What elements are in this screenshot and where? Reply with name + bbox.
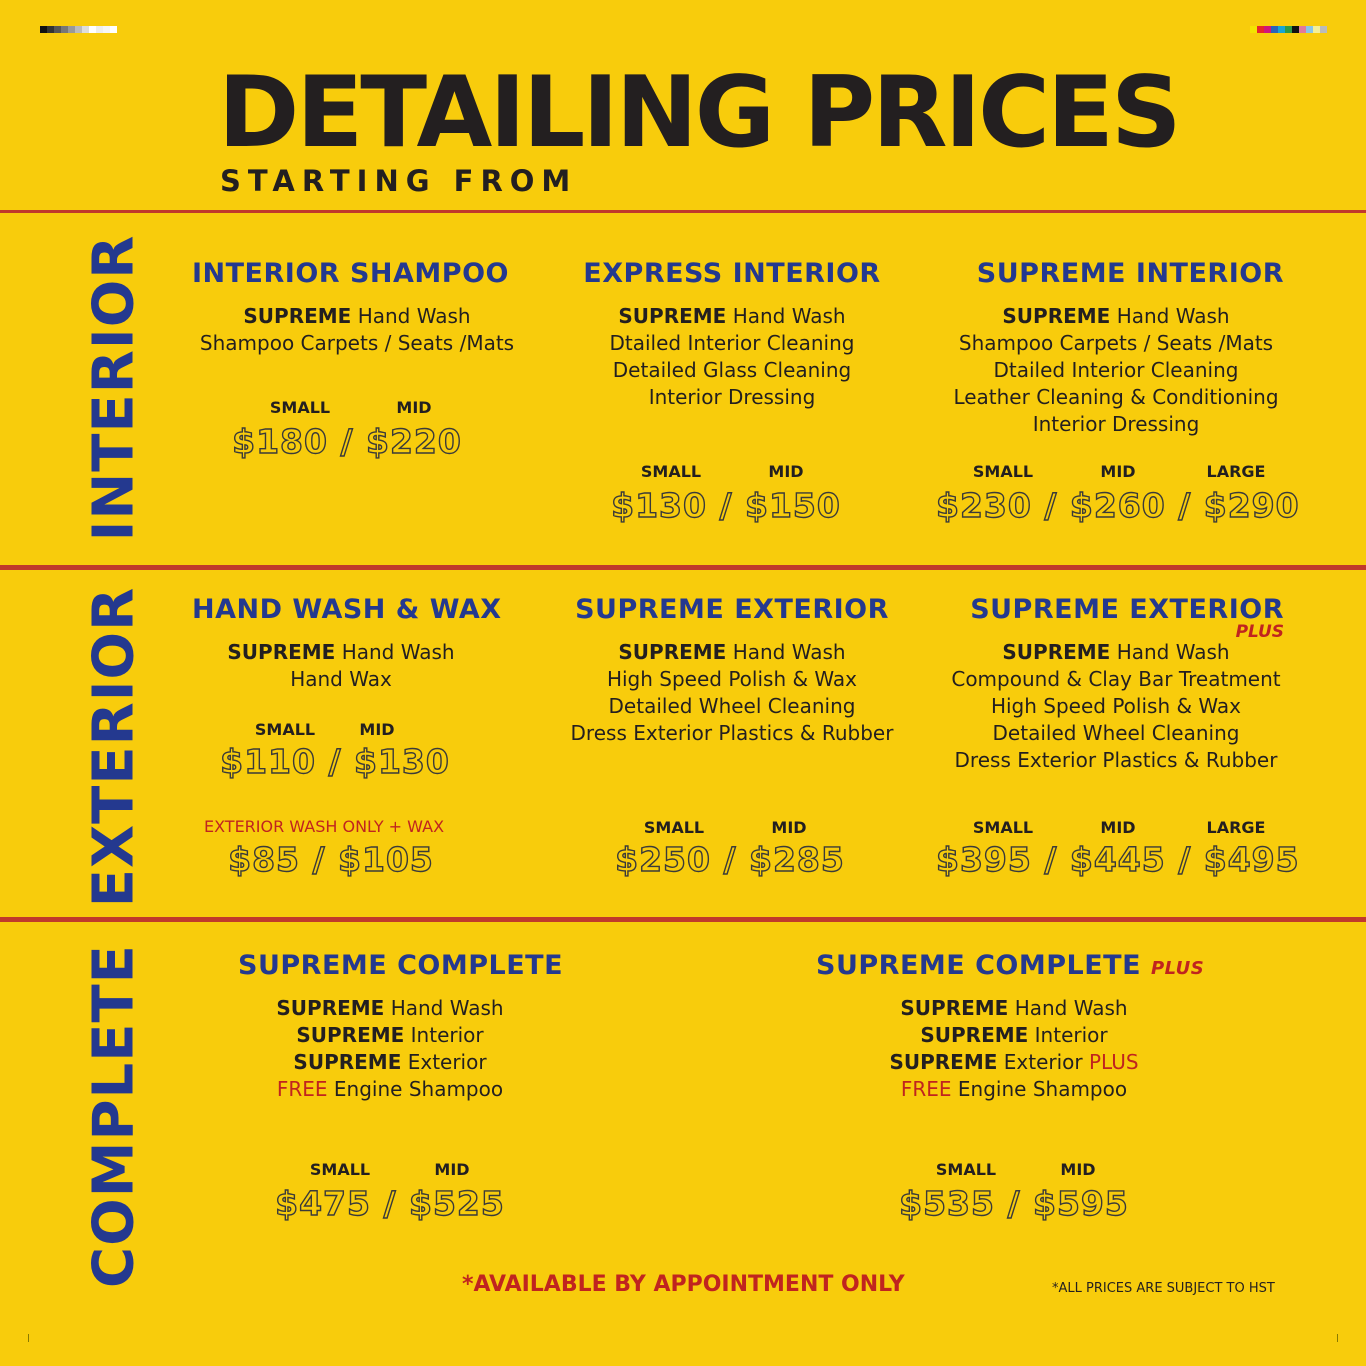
feature-line: SUPREME Hand Wash: [276, 996, 504, 1020]
plus-badge: PLUS: [1235, 622, 1284, 642]
feature-line: Dress Exterior Plastics & Rubber: [570, 721, 894, 745]
feature-line: SUPREME Interior: [920, 1023, 1108, 1047]
card-title: SUPREME EXTERIOR: [970, 594, 1284, 625]
card-title: SUPREME INTERIOR: [976, 258, 1284, 289]
feature-line: Compound & Clay Bar Treatment: [951, 667, 1281, 691]
section-divider: [0, 565, 1366, 570]
feature-line: Hand Wax: [290, 667, 392, 691]
price: $130 / $150: [611, 486, 841, 525]
feature-line: Interior Dressing: [648, 385, 816, 409]
wash-only-note: EXTERIOR WASH ONLY + WAX: [204, 817, 445, 836]
crop-mark: [1329, 1334, 1338, 1342]
card-features: [560, 639, 904, 747]
feature-line: High Speed Polish & Wax: [990, 694, 1242, 718]
price: $535 / $595: [899, 1184, 1129, 1223]
price: $110 / $130: [220, 742, 450, 781]
price: $230 / $260 / $290: [936, 486, 1300, 525]
feature-line: Leather Cleaning & Conditioning: [953, 385, 1279, 409]
feature-line: SUPREME Hand Wash: [900, 996, 1128, 1020]
color-calibration-bar: [1250, 26, 1327, 33]
wash-only-price: $85 / $105: [228, 840, 434, 879]
card-title: EXPRESS INTERIOR: [583, 258, 881, 289]
card-title: SUPREME COMPLETE PLUS: [816, 950, 1205, 981]
feature-line: Shampoo Carpets / Seats /Mats: [199, 331, 515, 355]
feature-line: Detailed Glass Cleaning: [612, 358, 852, 382]
feature-line: SUPREME Exterior PLUS: [889, 1050, 1139, 1074]
feature-line: Dtailed Interior Cleaning: [993, 358, 1239, 382]
feature-line: SUPREME Hand Wash: [1002, 304, 1230, 328]
appointment-notice: *AVAILABLE BY APPOINTMENT ONLY: [462, 1272, 905, 1297]
card-title: HAND WASH & WAX: [192, 594, 502, 625]
feature-line: FREE Engine Shampoo: [900, 1077, 1128, 1101]
card-features: [936, 639, 1296, 774]
card-features: [180, 303, 534, 357]
card-express-interior: EXPRESS INTERIOR SUPREME Hand Wash Dtailed Interior Cleaning Detailed Glass Cleaning Interior Dressing SMALL MID $130 / $150: [562, 258, 902, 538]
card-supreme-exterior: SUPREME EXTERIOR SUPREME Hand Wash High Speed Polish & Wax Detailed Wheel Cleaning Dress Exterior Plastics & Rubber SMALL MID $250 / $285: [560, 594, 904, 894]
grayscale-calibration-bar: [40, 26, 117, 33]
page-subtitle: STARTING FROM: [220, 164, 578, 198]
card-title: SUPREME COMPLETE: [238, 950, 564, 981]
feature-line: SUPREME Hand Wash: [227, 640, 455, 664]
feature-line: Shampoo Carpets / Seats /Mats: [958, 331, 1274, 355]
card-hand-wash-wax: HAND WASH & WAX SUPREME Hand Wash Hand Wax SMALL MID $110 / $130 EXTERIOR WASH ONLY + WAX $85 / $105: [180, 594, 502, 894]
feature-line: SUPREME Hand Wash: [618, 640, 846, 664]
card-interior-shampoo: INTERIOR SHAMPOO SUPREME Hand Wash Shampoo Carpets / Seats /Mats SMALL MID $180 / $220: [180, 258, 534, 478]
card-title: SUPREME EXTERIOR: [575, 594, 889, 625]
price: $475 / $525: [275, 1184, 505, 1223]
card-features: [200, 995, 580, 1103]
section-divider: [0, 917, 1366, 922]
card-features: [798, 995, 1230, 1103]
feature-line: SUPREME Hand Wash: [1002, 640, 1230, 664]
feature-line: SUPREME Exterior: [293, 1050, 487, 1074]
price: $180 / $220: [232, 422, 462, 461]
feature-line: Interior Dressing: [1032, 412, 1200, 436]
feature-line: High Speed Polish & Wax: [606, 667, 858, 691]
hst-disclaimer: *ALL PRICES ARE SUBJECT TO HST: [1052, 1281, 1275, 1296]
feature-line: SUPREME Interior: [296, 1023, 484, 1047]
crop-mark: [28, 1334, 37, 1342]
card-features: [936, 303, 1296, 438]
feature-line: Dtailed Interior Cleaning: [609, 331, 855, 355]
feature-line: SUPREME Hand Wash: [618, 304, 846, 328]
section-divider: [0, 210, 1366, 213]
card-supreme-complete: SUPREME COMPLETE SUPREME Hand Wash SUPREME Interior SUPREME Exterior FREE Engine Shampoo SMALL MID $475 / $525: [230, 950, 580, 1230]
feature-line: Dress Exterior Plastics & Rubber: [954, 748, 1278, 772]
feature-line: Detailed Wheel Cleaning: [608, 694, 856, 718]
price: $395 / $445 / $495: [936, 840, 1300, 879]
feature-line: SUPREME Hand Wash: [243, 304, 471, 328]
feature-line: FREE Engine Shampoo: [276, 1077, 504, 1101]
card-title: INTERIOR SHAMPOO: [192, 258, 509, 289]
card-supreme-exterior-plus: SUPREME EXTERIOR PLUS SUPREME Hand Wash Compound & Clay Bar Treatment High Speed Polish & Wax Detailed Wheel Cleaning Dress Exterior Plastics & Rubber SMALL MID LARGE $395 / $445 / $495: [936, 594, 1300, 879]
price: $250 / $285: [615, 840, 845, 879]
page-title: DETAILING PRICES: [218, 56, 1179, 170]
plus-badge: PLUS: [1150, 958, 1205, 979]
card-supreme-complete-plus: SUPREME COMPLETE PLUS SUPREME Hand Wash SUPREME Interior SUPREME Exterior PLUS FREE Engine Shampoo SMALL MID $535 / $595: [810, 950, 1230, 1230]
card-supreme-interior: SUPREME INTERIOR SUPREME Hand Wash Shampoo Carpets / Seats /Mats Dtailed Interior Cleaning Leather Cleaning & Conditioning Interior Dressing SMALL MID LARGE $230 / $260 / $290: [936, 258, 1300, 525]
feature-line: Detailed Wheel Cleaning: [992, 721, 1240, 745]
card-features: [562, 303, 902, 411]
card-features: [180, 639, 502, 693]
